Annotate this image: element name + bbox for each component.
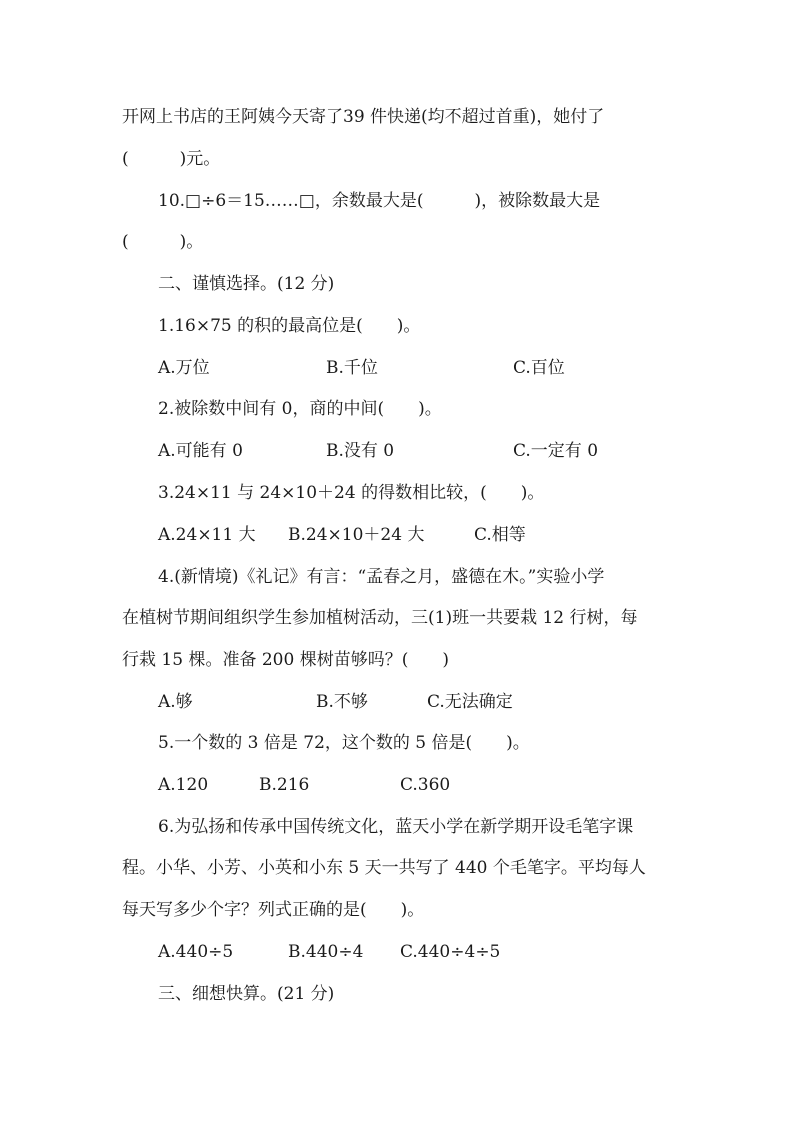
- question-2-option-a: A.可能有 0: [158, 441, 243, 461]
- question-5-option-a: A.120: [158, 775, 209, 795]
- question-6-option-a: A.440÷5: [158, 942, 234, 962]
- question-4-stem-line-1: 4.(新情境)《礼记》有言：“孟春之月，盛德在木。”实验小学: [158, 567, 605, 587]
- q9-answer-line: ( )元。: [122, 149, 221, 169]
- question-1-option-b: B.千位: [326, 358, 378, 378]
- question-4-option-c: C.无法确定: [427, 692, 513, 712]
- question-5-stem: 5.一个数的 3 倍是 72，这个数的 5 倍是( )。: [158, 733, 530, 753]
- question-3-option-a: A.24×11 大: [158, 525, 256, 545]
- question-4-stem-line-3: 行栽 15 棵。准备 200 棵树苗够吗？( ): [122, 650, 449, 670]
- question-3-stem: 3.24×11 与 24×10＋24 的得数相比较，( )。: [158, 483, 545, 503]
- question-3-option-b: B.24×10＋24 大: [288, 525, 425, 545]
- q10-line: 10.□÷6＝15……□，余数最大是( )，被除数最大是: [158, 191, 601, 211]
- section-2-title: 二、谨慎选择。(12 分): [158, 274, 335, 294]
- question-4-stem-line-2: 在植树节期间组织学生参加植树活动，三(1)班一共要栽 12 行树，每: [122, 608, 638, 628]
- question-2-stem: 2.被除数中间有 0，商的中间( )。: [158, 399, 442, 419]
- question-6-option-b: B.440÷4: [288, 942, 364, 962]
- question-4-option-a: A.够: [158, 692, 193, 712]
- question-5-option-c: C.360: [400, 775, 451, 795]
- question-6-stem-line-1: 6.为弘扬和传承中国传统文化，蓝天小学在新学期开设毛笔字课: [158, 817, 634, 837]
- q9-continued-line: 开网上书店的王阿姨今天寄了39 件快递(均不超过首重)，她付了: [122, 107, 605, 127]
- question-6-stem-line-2: 程。小华、小芳、小英和小东 5 天一共写了 440 个毛笔字。平均每人: [122, 858, 646, 878]
- question-6-option-c: C.440÷4÷5: [400, 942, 501, 962]
- question-4-option-b: B.不够: [316, 692, 368, 712]
- section-3-title: 三、细想快算。(21 分): [158, 984, 335, 1004]
- question-1-option-a: A.万位: [158, 358, 210, 378]
- question-6-stem-line-3: 每天写多少个字？列式正确的是( )。: [122, 900, 425, 920]
- question-1-stem: 1.16×75 的积的最高位是( )。: [158, 316, 421, 336]
- question-2-option-c: C.一定有 0: [513, 441, 599, 461]
- question-5-option-b: B.216: [259, 775, 310, 795]
- question-1-option-c: C.百位: [513, 358, 565, 378]
- question-2-option-b: B.没有 0: [326, 441, 395, 461]
- q10-answer-line: ( )。: [122, 232, 204, 252]
- question-3-option-c: C.相等: [474, 525, 526, 545]
